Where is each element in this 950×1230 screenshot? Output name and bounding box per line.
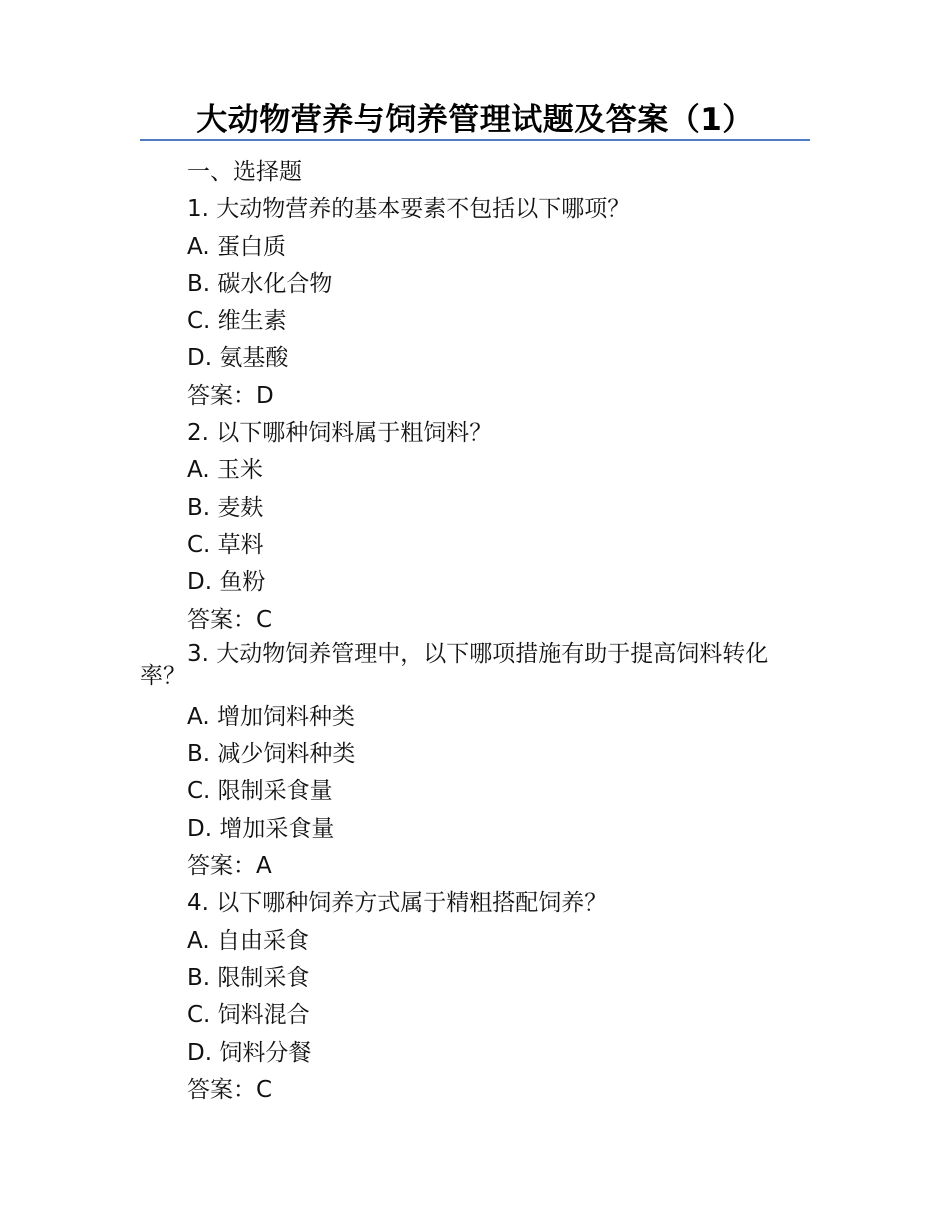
question-4-option-d: D. 饲料分餐 bbox=[187, 1039, 312, 1066]
question-1-text: 1. 大动物营养的基本要素不包括以下哪项？ bbox=[187, 196, 631, 223]
question-3-answer: 答案：A bbox=[187, 853, 272, 880]
question-4-text: 4. 以下哪种饲养方式属于精粗搭配饲养？ bbox=[187, 890, 608, 917]
question-2-option-c: C. 草料 bbox=[187, 531, 264, 558]
question-1-option-d: D. 氨基酸 bbox=[187, 345, 289, 372]
question-2-option-d: D. 鱼粉 bbox=[187, 569, 266, 596]
question-3-option-a: A. 增加饲料种类 bbox=[187, 703, 355, 730]
question-1-option-c: C. 维生素 bbox=[187, 308, 287, 335]
question-4-option-c: C. 饲料混合 bbox=[187, 1002, 310, 1029]
question-4-option-a: A. 自由采食 bbox=[187, 927, 309, 954]
question-4-answer: 答案：C bbox=[187, 1076, 273, 1103]
question-3-text: 3. 大动物饲养管理中，以下哪项措施有助于提高饲料转化率？ bbox=[140, 640, 769, 689]
document-body bbox=[140, 154, 810, 1109]
question-2-option-b: B. 麦麸 bbox=[187, 494, 264, 521]
question-1-answer: 答案：D bbox=[187, 382, 274, 409]
question-1-option-b: B. 碳水化合物 bbox=[187, 270, 333, 297]
question-2-answer: 答案：C bbox=[187, 606, 273, 633]
question-2-option-a: A. 玉米 bbox=[187, 457, 263, 484]
question-2-text: 2. 以下哪种饲料属于粗饲料？ bbox=[187, 420, 493, 447]
question-3-option-d: D. 增加采食量 bbox=[187, 815, 335, 842]
question-3-option-c: C. 限制采食量 bbox=[187, 778, 333, 805]
document-title: 大动物营养与饲养管理试题及答案（1） bbox=[196, 102, 754, 138]
title-underline bbox=[140, 139, 810, 141]
question-4-option-b: B. 限制采食 bbox=[187, 964, 310, 991]
section-heading: 一、选择题 bbox=[187, 159, 302, 185]
question-3-option-b: B. 减少饲料种类 bbox=[187, 741, 356, 768]
question-1-option-a: A. 蛋白质 bbox=[187, 233, 286, 260]
